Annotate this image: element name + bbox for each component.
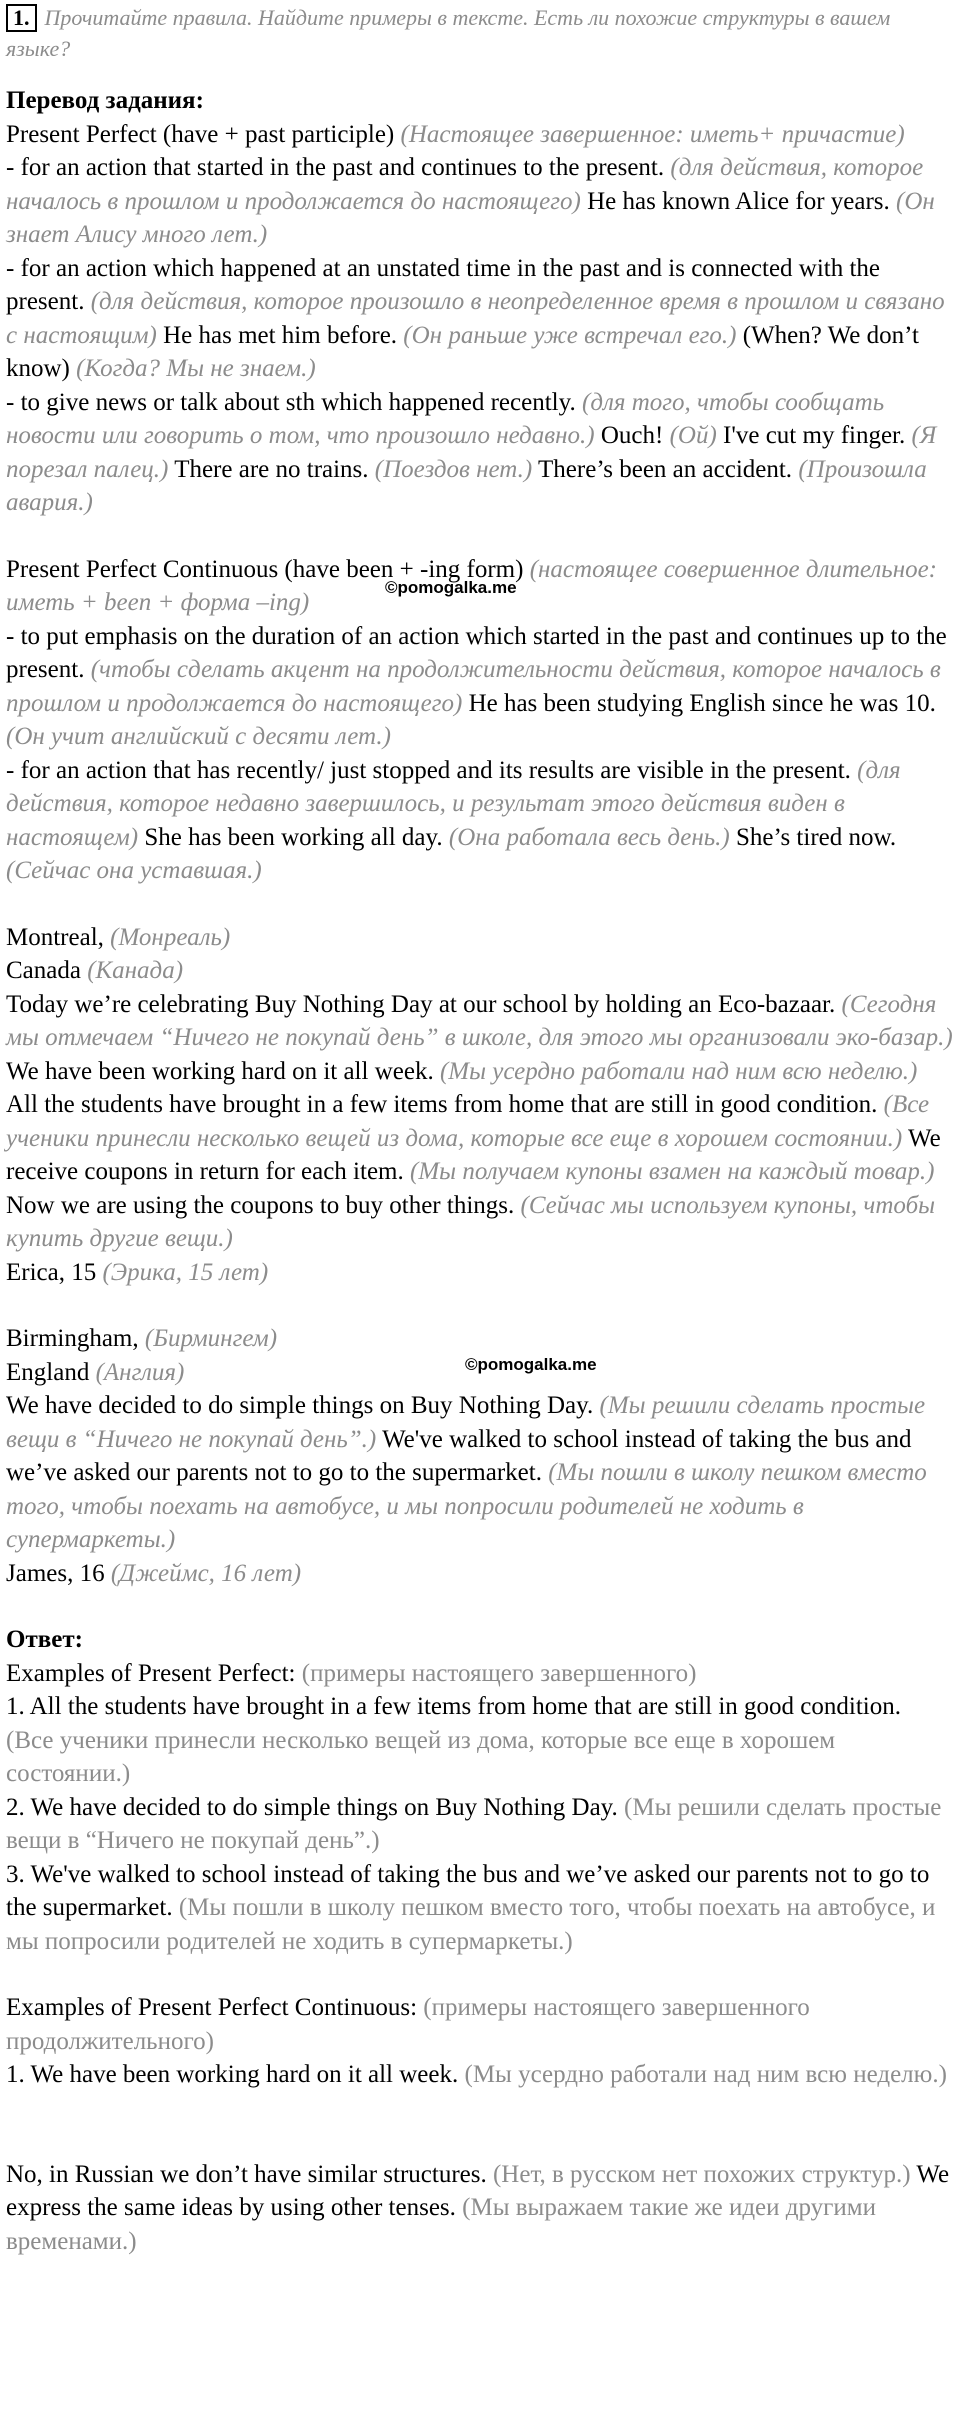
task-text: Прочитайте правила. Найдите примеры в тексте. Есть ли похожие структуры в вашем языке? <box>6 5 891 61</box>
ppc-example-1: 1. We have been working hard on it all week. (Мы усердно работали над ним всю неделю.) <box>6 2061 947 2088</box>
answer-heading: Ответ: <box>6 1626 83 1653</box>
pp-rule-1: - for an action that started in the past and continues to the present. (для действия, которое началось в прошлом и продолжается до настоящего) He has known Alice for years. (Он знает Алису много лет.) <box>6 154 935 248</box>
letter1-city: Montreal, (Монреаль) <box>6 923 231 951</box>
translation-heading: Перевод задания: <box>6 87 204 114</box>
pp-examples-heading: Examples of Present Perfect: (примеры настоящего завершенного) <box>6 1659 697 1687</box>
task-instruction <box>6 2 954 64</box>
pp-rule-2: - for an action which happened at an unstated time in the past and is connected with the present. (для действия, которое произошло в неопределенное время в прошлом и связано с настоящим) He has met him before. (Он раньше уже встречал его.) (When? We don’t know) (Когда? Мы не знаем.) <box>6 254 945 382</box>
ppc-examples-heading: Examples of Present Perfect Continuous: (примеры настоящего завершенного продолжительного) <box>6 1994 810 2055</box>
letter2-city: Birmingham, (Бирмингем) <box>6 1325 278 1352</box>
conclusion: No, in Russian we don’t have similar structures. (Нет, в русском нет похожих структур.) We express the same ideas by using other tenses. (Мы выражаем такие же идеи другими временами.) <box>6 2160 950 2255</box>
ppc-rule-1: - to put emphasis on the duration of an action which started in the past and continues up to the present. (чтобы сделать акцент на продолжительности действия, которое началось в прошлом и продолжается до настоящего) He has been studying English since he was 10. (Он учит английский с десяти лет.) <box>6 622 947 750</box>
task-number: 1. <box>6 4 37 32</box>
ppc-title: Present Perfect Continuous (have been + -ing form) (настоящее совершенное длительное: иметь + been + форма –ing) <box>6 555 938 616</box>
pp-rule-3: - to give news or talk about sth which happened recently. (для того, чтобы сообщать новости или говорить о том, что произошло недавно.) Ouch! (Ой) I've cut my finger. (Я порезал палец.) There are no trains. (Поездов нет.) There’s been an accident. (Произошла авария.) <box>6 388 937 516</box>
pp-example-2: 2. We have decided to do simple things on Buy Nothing Day. (Мы решили сделать простые вещи в “Ничего не покупай день”.) <box>6 1793 942 1854</box>
letter2-country: England (Англия) <box>6 1358 185 1386</box>
letter2-signature: James, 16 (Джеймс, 16 лет) <box>6 1559 302 1587</box>
ppc-rule-2: - for an action that has recently/ just stopped and its results are visible in the present. (для действия, которое недавно завершилось, и результат этого действия виден в настоящем) She has been working all day. (Она работала весь день.) She’s tired now. (Сейчас она уставшая.) <box>6 756 901 884</box>
pp-title: Present Perfect (have + past participle) (Настоящее завершенное: иметь+ причастие) <box>6 120 905 148</box>
pp-example-1: 1. All the students have brought in a few items from home that are still in good condition. (Все ученики принесли несколько вещей из дома, которые все еще в хорошем состоянии.) <box>6 1693 901 1787</box>
document-page <box>6 2 954 2258</box>
letter1-country: Canada (Канада) <box>6 957 184 984</box>
pp-example-3: 3. We've walked to school instead of taking the bus and we’ve asked our parents not to go to the supermarket. (Мы пошли в школу пешком вместо того, чтобы поехать на автобусе, и мы попросили родителей не ходить в супермаркеты.) <box>6 1860 936 1955</box>
letter1-body: Today we’re celebrating Buy Nothing Day at our school by holding an Eco-bazaar. (Сегодня мы отмечаем “Ничего не покупай день” в школе, для этого мы организовали эко-базар.) We have been working hard on it all week. (Мы усердно работали над ним всю неделю.) All the students have brought in a few items from home that are still in good condition. (Все ученики принесли несколько вещей из дома, которые все еще в хорошем состоянии.) We receive coupons in return for each item. (Мы получаем купоны взамен на каждый товар.) Now we are using the coupons to buy other things. (Сейчас мы используем купоны, чтобы купить другие вещи.) <box>6 990 953 1252</box>
watermark: ©pomogalka.me <box>385 578 517 597</box>
watermark: ©pomogalka.me <box>465 1355 597 1374</box>
letter2-body: We have decided to do simple things on Buy Nothing Day. (Мы решили сделать простые вещи в “Ничего не покупай день”.) We've walked to school instead of taking the bus and we’ve asked our parents not to go to the supermarket. (Мы пошли в школу пешком вместо того, чтобы поехать на автобусе, и мы попросили родителей не ходить в супермаркеты.) <box>6 1392 927 1553</box>
letter1-signature: Erica, 15 (Эрика, 15 лет) <box>6 1258 269 1286</box>
